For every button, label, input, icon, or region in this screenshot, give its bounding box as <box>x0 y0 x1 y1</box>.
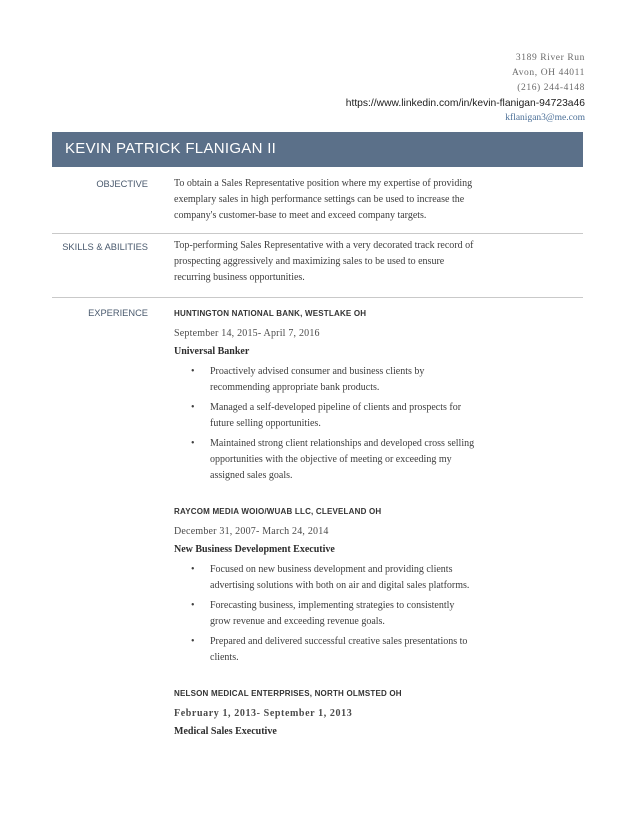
job-role: New Business Development Executive <box>174 544 335 555</box>
bullet-line: Proactively advised consumer and business clients by <box>210 366 425 377</box>
skills-section <box>52 235 583 291</box>
skills-label: SKILLS & ABILITIES <box>62 242 148 252</box>
job-dates: September 14, 2015- April 7, 2016 <box>174 328 320 339</box>
bullet-line: clients. <box>210 652 239 663</box>
candidate-name: KEVIN PATRICK FLANIGAN II <box>65 140 277 157</box>
bullet-line: Forecasting business, implementing strategies to consistently <box>210 600 455 611</box>
section-divider <box>52 297 583 298</box>
bullet-icon: • <box>191 438 195 449</box>
name-banner <box>52 132 583 167</box>
job-role: Medical Sales Executive <box>174 726 277 737</box>
list-item <box>174 634 534 666</box>
job-bullets <box>174 364 534 484</box>
company-name: RAYCOM MEDIA WOIO/WUAB LLC, CLEVELAND OH <box>174 507 382 516</box>
skills-line: Top-performing Sales Representative with a very decorated track record of <box>174 240 474 251</box>
bullet-icon: • <box>191 402 195 413</box>
objective-line: To obtain a Sales Representative position where my expertise of providing <box>174 178 473 189</box>
objective-text <box>174 176 514 224</box>
experience-section <box>52 301 583 741</box>
contact-block <box>346 51 585 126</box>
list-item <box>174 598 534 630</box>
skills-text <box>174 238 514 286</box>
bullet-line: opportunities with the objective of meeting or exceeding my <box>210 454 452 465</box>
list-item <box>174 562 534 594</box>
bullet-line: Maintained strong client relationships and developed cross selling <box>210 438 475 449</box>
bullet-line: assigned sales goals. <box>210 470 293 481</box>
bullet-icon: • <box>191 564 195 575</box>
experience-body <box>174 306 534 752</box>
bullet-line: advertising solutions with both on air and digital sales platforms. <box>210 580 470 591</box>
list-item <box>174 436 534 484</box>
bullet-line: Focused on new business development and providing clients <box>210 564 453 575</box>
bullet-icon: • <box>191 366 195 377</box>
job-dates: February 1, 2013- September 1, 2013 <box>174 708 353 719</box>
bullet-icon: • <box>191 600 195 611</box>
job-role: Universal Banker <box>174 346 250 357</box>
bullet-line: Managed a self-developed pipeline of clients and prospects for <box>210 402 462 413</box>
company-name: NELSON MEDICAL ENTERPRISES, NORTH OLMSTED OH <box>174 689 402 698</box>
bullet-line: future selling opportunities. <box>210 418 321 429</box>
bullet-line: Prepared and delivered successful creative sales presentations to <box>210 636 468 647</box>
section-divider <box>52 233 583 234</box>
contact-city: Avon, OH 44011 <box>511 68 585 78</box>
job-dates: December 31, 2007- March 24, 2014 <box>174 526 329 537</box>
company-name: HUNTINGTON NATIONAL BANK, WESTLAKE OH <box>174 309 367 318</box>
skills-line: prospecting aggressively and maximizing sales to be used to ensure <box>174 256 445 267</box>
bullet-line: grow revenue and exceeding revenue goals. <box>210 616 385 627</box>
contact-phone: (216) 244-4148 <box>517 83 585 93</box>
objective-line: exemplary sales in high performance settings can be used to increase the <box>174 194 465 205</box>
job-entry <box>174 686 534 740</box>
list-item <box>174 400 534 432</box>
list-item <box>174 364 534 396</box>
objective-section <box>52 172 583 228</box>
objective-line: company's customer-base to meet and exceed company targets. <box>174 210 427 221</box>
email-link[interactable]: kflanigan3@me.com <box>505 113 585 123</box>
contact-address: 3189 River Run <box>515 53 585 63</box>
linkedin-link[interactable]: https://www.linkedin.com/in/kevin-flanigan-94723a46 <box>345 98 585 109</box>
bullet-icon: • <box>191 636 195 647</box>
job-entry <box>174 306 534 484</box>
skills-line: recurring business opportunities. <box>174 272 305 283</box>
experience-label: EXPERIENCE <box>88 308 148 318</box>
job-entry <box>174 504 534 666</box>
bullet-line: recommending appropriate bank products. <box>210 382 380 393</box>
job-bullets <box>174 562 534 666</box>
objective-label: OBJECTIVE <box>96 179 148 189</box>
